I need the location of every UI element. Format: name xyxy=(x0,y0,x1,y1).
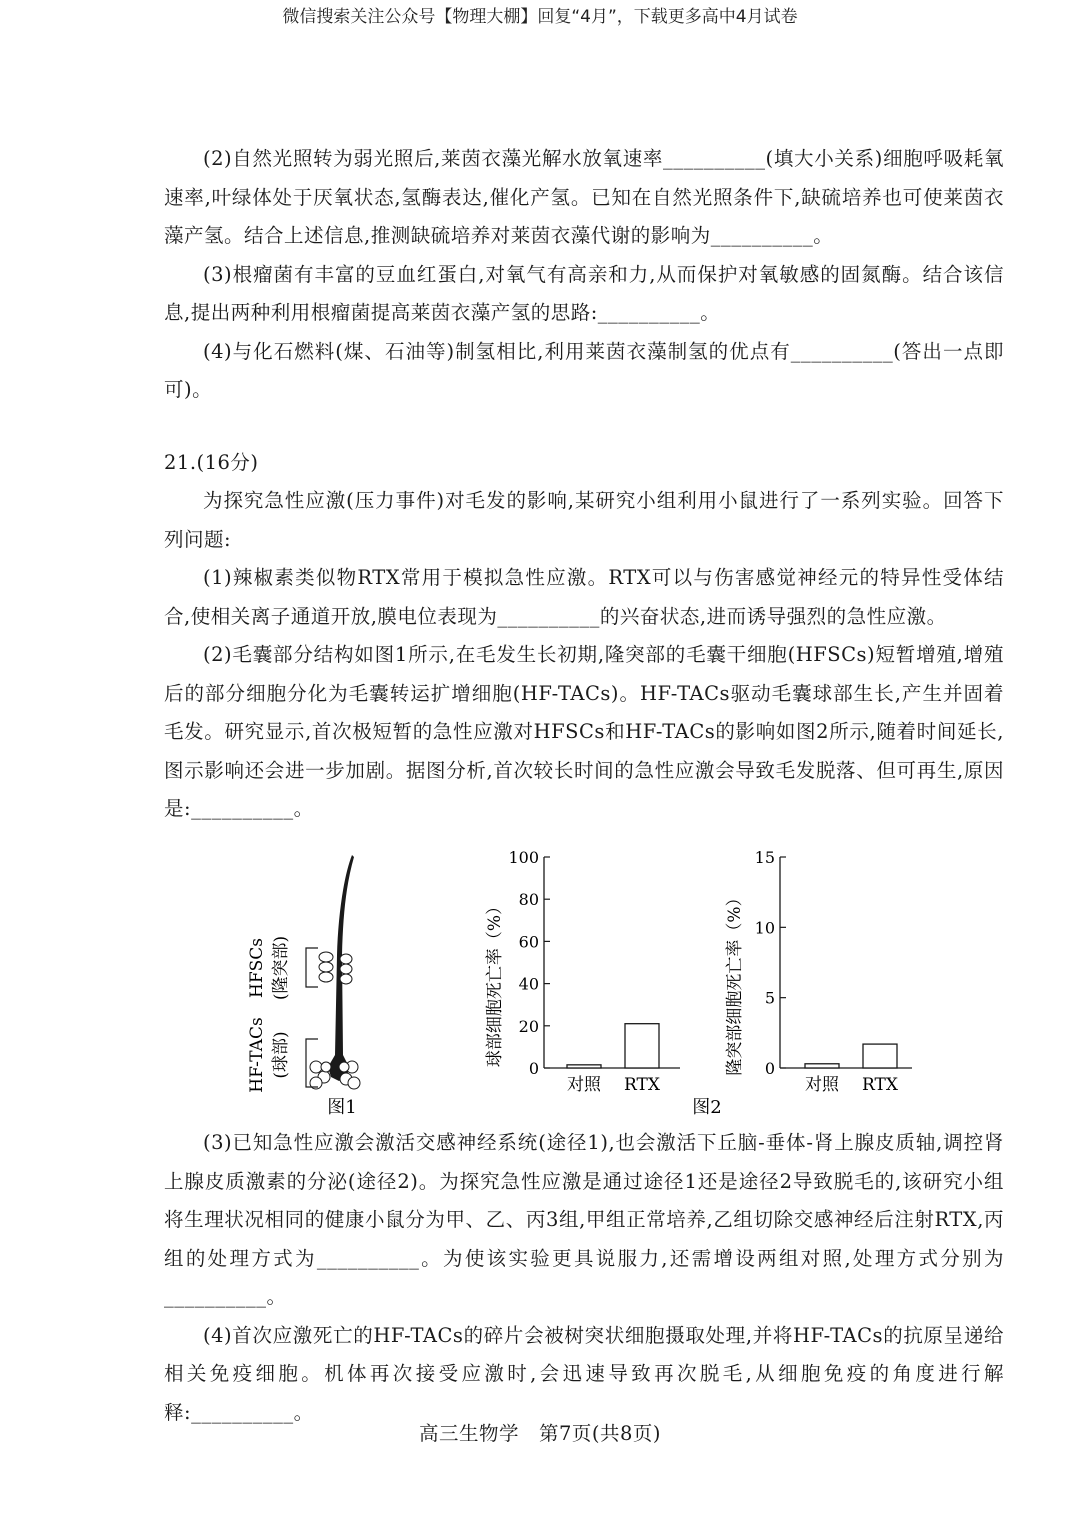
figure2-caption: 图2 xyxy=(692,1097,722,1118)
label-bulge: (隆突部) xyxy=(271,935,291,1001)
chart-bulge-death-rate xyxy=(725,848,912,1095)
figures-area xyxy=(0,845,1080,1120)
page-content xyxy=(164,140,1004,829)
watermark-banner: 微信搜索关注公众号【物理大棚】回复“4月”，下载更多高中4月试卷 xyxy=(282,7,798,27)
y-tick-label: 80 xyxy=(518,890,539,910)
label-bulb: (球部) xyxy=(271,1031,291,1079)
q21-intro: 为探究急性应激(压力事件)对毛发的影响,某研究小组利用小鼠进行了一系列实验。回答下列问题: xyxy=(164,489,1004,551)
q20-part4: (4)与化石燃料(煤、石油等)制氢相比,利用莱茵衣藻制氢的优点有__________(答出一点即可)。 xyxy=(164,339,1004,401)
figure1-hair-follicle xyxy=(247,855,360,1118)
bar-rtx xyxy=(625,1024,659,1068)
y-tick-label: 20 xyxy=(518,1016,539,1036)
q21-part2: (2)毛囊部分结构如图1所示,在毛发生长初期,隆突部的毛囊干细胞(HFSCs)短暂增殖,增殖后的部分细胞分化为毛囊转运扩增细胞(HF-TACs)。HF-TACs驱动毛囊球部生长,产生并固着毛发。研究显示,首次极短暂的急性应激对HFSCs和HF-TACs的影响如图2所示,随着时间延长,图示影响还会进一步加剧。据图分析,首次较长时间的急性应激会导致毛发脱落、但可再生,原因是:__________。 xyxy=(164,643,1004,820)
bar-control xyxy=(567,1065,601,1068)
label-hfscs: HFSCs xyxy=(247,938,267,998)
y-tick-label: 60 xyxy=(518,932,539,952)
bulge-bracket xyxy=(306,948,318,987)
bulge-cells xyxy=(319,952,352,984)
y-tick-label: 40 xyxy=(518,974,539,994)
page-content-lower xyxy=(164,1124,1004,1432)
bar-control xyxy=(805,1064,839,1068)
q21-part4: (4)首次应激死亡的HF-TACs的碎片会被树突状细胞摄取处理,并将HF-TACs的抗原呈递给相关免疫细胞。机体再次接受应激时,会迅速导致再次脱毛,从细胞免疫的角度进行解释:__________。 xyxy=(164,1323,1004,1424)
q20-part2: (2)自然光照转为弱光照后,莱茵衣藻光解水放氧速率__________(填大小关系)细胞呼吸耗氧速率,叶绿体处于厌氧状态,氢酶表达,催化产氢。已知在自然光照条件下,缺硫培养也可使莱茵衣藻产氢。结合上述信息,推测缺硫培养对莱茵衣藻代谢的影响为__________。 xyxy=(164,147,1004,247)
y-axis-label: 球部细胞死亡率（%） xyxy=(485,897,505,1068)
y-tick-label: 0 xyxy=(764,1059,775,1078)
y-tick-label: 10 xyxy=(754,918,775,938)
y-tick-label: 0 xyxy=(528,1059,539,1078)
label-hftacs: HF-TACs xyxy=(247,1017,267,1093)
chart-bulb-death-rate xyxy=(485,848,680,1095)
y-axis-label: 隆突部细胞死亡率（%） xyxy=(725,889,745,1076)
q21-heading: 21.(16分) xyxy=(164,450,259,474)
q21-part1: (1)辣椒素类似物RTX常用于模拟急性应激。RTX可以与伤害感觉神经元的特异性受体结合,使相关离子通道开放,膜电位表现为__________的兴奋状态,进而诱导强烈的急性应激。 xyxy=(164,566,1004,628)
category-label: RTX xyxy=(862,1075,898,1095)
q20-part3: (3)根瘤菌有丰富的豆血红蛋白,对氧气有高亲和力,从而保护对氧敏感的固氮酶。结合该信息,提出两种利用根瘤菌提高莱茵衣藻产氢的思路:__________。 xyxy=(164,262,1004,324)
q21-part3: (3)已知急性应激会激活交感神经系统(途径1),也会激活下丘脑-垂体-肾上腺皮质轴,调控肾上腺皮质激素的分泌(途径2)。为探究急性应激是通过途径1还是途径2导致脱毛的,该研究小组将生理状况相同的健康小鼠分为甲、乙、丙3组,甲组正常培养,乙组切除交感神经后注射RTX,丙组的处理方式为__________。为使该实验更具说服力,还需增设两组对照,处理方式分别为__________。 xyxy=(164,1131,1004,1308)
category-label: 对照 xyxy=(567,1075,601,1095)
page-footer: 高三生物学 第7页(共8页) xyxy=(418,1422,662,1445)
y-tick-label: 15 xyxy=(754,848,775,867)
category-label: RTX xyxy=(624,1075,660,1095)
y-tick-label: 100 xyxy=(508,848,539,867)
bar-rtx xyxy=(863,1044,897,1068)
figures-svg xyxy=(0,845,1080,1120)
y-tick-label: 5 xyxy=(764,988,775,1008)
category-label: 对照 xyxy=(805,1075,839,1095)
figure1-caption: 图1 xyxy=(327,1097,357,1118)
